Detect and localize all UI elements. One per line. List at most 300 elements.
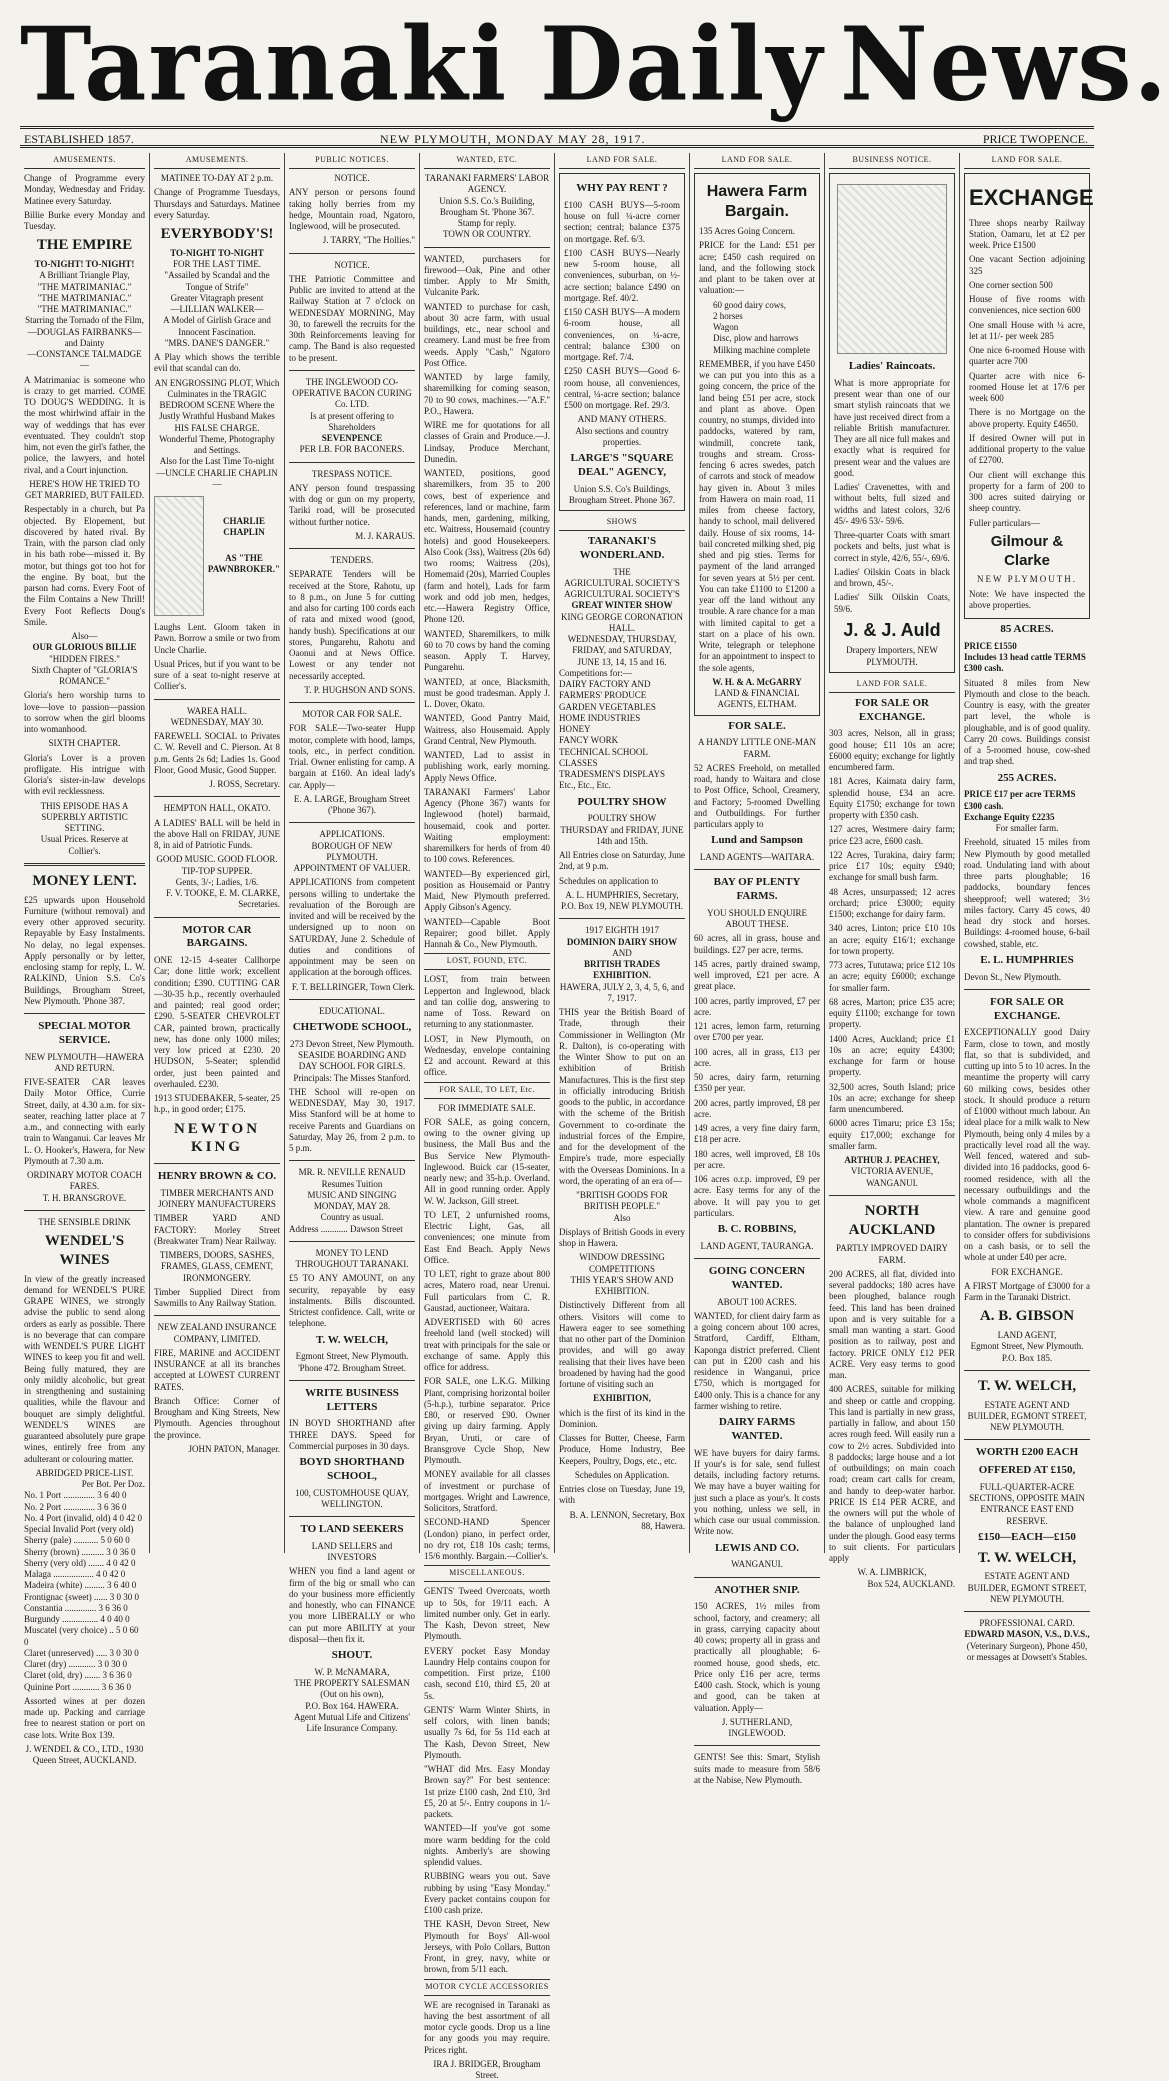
classified-ad: WANTED, purchasers for firewood—Oak, Pine and other timber. Apply to Mr Smith, Vulcanite Park. xyxy=(424,253,550,298)
text: ANY person or persons found taking holly berries from my hedge, Mountain road, Ngatoro, Inglewood, will be prosecuted. xyxy=(289,187,415,231)
classified-ad: THE KASH, Devon Street, New Plymouth for Boys' All-wool Jerseys, with Polo Collars, Button Front, in grey, navy, white or brown, from 5/11 each. xyxy=(424,1919,550,1975)
heading: E. L. HUMPHRIES xyxy=(980,953,1074,966)
list-item: Claret (dry) ............ 3 0 30 0 xyxy=(24,1659,127,1669)
text: Wonderful Theme, Photography and Settings. xyxy=(159,433,275,455)
text: KING GEORGE CORONATION HALL. xyxy=(561,611,683,633)
list-item: Constantia .............. 3 6 36 0 xyxy=(24,1602,128,1613)
text: Our client will exchange this property for a farm of 200 to 300 acres suited dairying or sheep country. xyxy=(969,469,1085,514)
column-header: AMUSEMENTS. xyxy=(154,153,280,169)
text: AGRICULTURAL SOCIETY'S AGRICULTURAL SOCIETY'S xyxy=(564,577,680,599)
heading: GOING CONCERN WANTED. xyxy=(708,1265,806,1291)
text: Ladies' Cravenettes, with and without belts, full sized and widths and latest colors, 32/6 45/- 49/6 53/- 59/6. xyxy=(834,482,950,526)
established: ESTABLISHED 1857. xyxy=(24,132,134,146)
heading: NEWTON KING xyxy=(173,1120,261,1156)
heading: LARGE'S "SQUARE DEAL" AGENCY, xyxy=(570,452,674,478)
list-item: Special Invalid Port (very old) xyxy=(24,1524,134,1534)
listing: 181 Acres, Kaimata dairy farm, splendid house, £34 an acre. Equity £1750; exchange for town property with £350 cash. xyxy=(829,776,955,820)
text: Gloria's Lover is a proven profligate. His intrigue with Gloria's sister-in-law develops with evil recklessness. xyxy=(24,752,145,797)
list-item: TRADESMEN'S DISPLAYS xyxy=(559,769,666,779)
text: 135 Acres Going Concern. xyxy=(699,226,795,236)
classified-ad: WANTED—Capable Boot Repairer; good billet. Apply Hannah & Co., New Plymouth. xyxy=(424,916,550,949)
text: Exchange Equity £2235 xyxy=(964,811,1055,822)
text: MOTOR CAR FOR SALE. xyxy=(302,709,402,719)
heading: MOTOR CAR BARGAINS. xyxy=(182,923,252,950)
text: A Play which shows the terrible evil that scandal can do. xyxy=(154,352,280,374)
column-header: AMUSEMENTS. xyxy=(24,153,145,169)
text: A. L. HUMPHRIES, Secretary, xyxy=(565,889,679,900)
text: FOR IMMEDIATE SALE. xyxy=(438,1102,536,1113)
classified-ad: FOR SALE, as going concern, owing to the owner giving up business, the Mall Bus and the Bus Service New Plymouth-Inglewood. Buick car (15-seater, nearly new; and 35-h.p. Overland. All in good running order. Apply W. W. Jackson, Gill street. xyxy=(424,1116,550,1206)
listing: 200 acres, partly improved, £8 per acre. xyxy=(694,1097,820,1119)
text: £25 upwards upon Household Furniture (without removal) and every other approved security. Repayable by Easy Instalments. No delay, no legal expenses. Apply personally or by letter, enclosing stamp for reply, L. W. RALKIND, Union S.S. Co's Buildings, Brougham Street, New Plymouth. 'Phone 387. xyxy=(24,894,145,1006)
text: W. A. LIMBRICK, xyxy=(857,1567,927,1578)
text: E. A. LARGE, Brougham Street ('Phone 367). xyxy=(293,793,411,815)
listing: 127 acres, Westmere dairy farm; price £23 acre, £600 cash. xyxy=(829,824,955,846)
heading: 255 ACRES. xyxy=(997,771,1057,784)
classified-ad: TARANAKI Farmers' Labor Agency (Phone 367) wants for Inglewood (hotel) barmaid, housemaid, cook and porter. Waiting employment: sharemilkers for herds of from 40 to 100 cows. References. xyxy=(424,786,550,865)
text: Includes 13 head cattle TERMS £300 cash. xyxy=(964,652,1086,674)
classified-ad: "WHAT did Mrs. Easy Monday Brown say?" For best sentence: 1st prize £100 cash, 2nd £10, 3rd £5, 20 at 5/-. Entry coupons in 1/- packets. xyxy=(424,1764,550,1819)
listing: 6000 acres Timaru; price £3 15s; equity £17,000; exchange for smaller farm. xyxy=(829,1118,955,1151)
text: —UNCLE CHARLIE CHAPLIN— xyxy=(156,467,278,489)
text: "MRS. DANE'S DANGER." xyxy=(164,337,270,348)
text: WHEN you find a land agent or firm of the big or small who can do your business more efficiently and honestly, who can FINANCE you more LIBERALLY or who can put more ABILITY at your disposal—then fix it. xyxy=(289,1566,415,1644)
section-header: LAND FOR SALE. xyxy=(829,677,955,693)
listing: 32,500 acres, South Island; price 10s an acre; exchange for sheep farm unencumbered. xyxy=(829,1081,955,1114)
column-business xyxy=(825,153,960,1589)
text: IRA J. BRIDGER, Brougham Street. xyxy=(433,2058,541,2080)
column-header: LAND FOR SALE. xyxy=(964,153,1090,169)
classified-ad: WANTED, Good Pantry Maid, Waitress, also Housemaid. Apply Grand Central, New Plymouth. xyxy=(424,713,550,746)
text: WANTED, for client dairy farm as a going concern about 100 acres, Stratford, Cardiff, Eltham, Kaponga district preferred. Client can put in £200 cash and his residence in Wanganui, price £750, which is mortgaged for £400 only. This is a chance for any farmer wishing to retire. xyxy=(694,1310,820,1411)
list-item: Sherry (pale) ........... 5 0 60 0 xyxy=(24,1535,130,1546)
dateline xyxy=(20,126,1094,148)
place-date: NEW PLYMOUTH, MONDAY MAY 28, 1917. xyxy=(380,132,646,146)
text: ANY person found trespassing with dog or gun on my property, Tariki road, will be prosecuted without further notice. xyxy=(289,482,415,527)
text: REMEMBER, if you have £450 we can put you into this as a going concern, the price of the land being £51 per acre, stock and plant as above. Open country, no stumps, divided into paddocks, watered by ram, windmill, concrete tank, troughs and stream. Cross-fencing 6 acres swedes, patch of carrots and stock of meadow hay given in. About 3 miles from Hawera on main road, 11 miles from cheese factory, handy to school, mail delivered daily. House of six rooms, 14-bail concreted milking shed, pig shed and pig sties. Terms for payment of the land arranged for seven years at 5½ per cent. You can take £1100 to £1200 a year off the land without any trouble. A rare chance for a man with limited capital to get a start on a place of his own. Write, telegraph or telephone for an appointment to inspect to the sole agents, xyxy=(699,358,815,673)
text: TIMBER YARD AND FACTORY: Morley Street (Breakwater Tram) Near Railway. xyxy=(154,1213,280,1246)
text: 200 ACRES, all flat, divided into several paddocks; 180 acres have been ploughed, balance rough feed. This land has been drained upon and is very suitable for a small man wanting a start. Good position as to railway, post and factory. PRICE ONLY £12 PER ACRE. Very easy terms to good man. xyxy=(829,1268,955,1380)
text: TIMBER MERCHANTS AND JOINERY MANUFACTURERS xyxy=(158,1187,276,1209)
text: PARTLY IMPROVED DAIRY FARM. xyxy=(836,1243,948,1265)
text: FIRE, MARINE and ACCIDENT INSURANCE at all its branches accepted at LOWEST CURRENT RATES. xyxy=(154,1347,280,1392)
text: Is at present offering to Shareholders xyxy=(310,410,394,432)
price: PRICE TWOPENCE. xyxy=(982,132,1088,146)
text: B. A. LENNON, Secretary, Box 88, Hawera. xyxy=(569,1509,685,1531)
listing: Three shops nearby Railway Station, Oamaru, let at £2 per week. Price £1500 xyxy=(969,217,1085,250)
text: FAREWELL SOCIAL to Privates C. W. Revell and C. Pierson. At 8 p.m. Gents 2s 6d; Ladies 1s. Good Floor, Good Music, Good Supper. xyxy=(154,731,280,775)
text: FOR EXCHANGE. xyxy=(991,1266,1063,1277)
text: J. WENDEL & CO., LTD., 1930 Queen Street, AUCKLAND. xyxy=(25,1743,144,1765)
text: SEVENPENCE xyxy=(321,433,383,443)
listing: 100 acres, all in grass, £13 per acre. xyxy=(694,1046,820,1068)
heading: SPECIAL MOTOR SERVICE. xyxy=(38,1020,131,1046)
text: MUSIC AND SINGING xyxy=(307,1189,397,1200)
text: J. ROSS, Secretary. xyxy=(209,779,280,789)
listing: One small House with ¼ acre, let at 11/- per week 285 xyxy=(969,319,1085,341)
text: POULTRY SHOW xyxy=(587,813,657,824)
text: T. H. BRANSGROVE. xyxy=(42,1192,127,1203)
text: Principals: The Misses Stanford. xyxy=(293,1072,411,1083)
text: Change of Programme every Monday, Wednesday and Friday. Matinee every Saturday. xyxy=(24,173,145,206)
text: TARANAKI FARMERS' LABOR AGENCY. xyxy=(424,173,550,195)
text: ONE 12-15 4-seater Callhorpe Car; done little work; excellent condition; £390. CUTTING CAR—30-35 h.p., recently overhauled and painted; real good order; £290. 5-SEATER CHEVROLET CAR, painted brown, practically new, has done only 1000 miles; very low priced at £230. 20 HUDSON, 5-Seater; splendid order, just been painted and overhauled. £230. xyxy=(154,955,280,1089)
column-wanted xyxy=(420,153,555,2080)
text: IN BOYD SHORTHAND after THREE DAYS. Speed for Commercial purposes in 30 days. xyxy=(289,1418,415,1451)
heading: A. B. GIBSON xyxy=(979,1308,1075,1325)
heading: NORTH AUCKLAND xyxy=(848,1202,936,1238)
heading: 85 ACRES. xyxy=(1000,623,1054,635)
list-item: No. 4 Port (invalid, old) 4 0 42 0 xyxy=(24,1512,142,1523)
text: W. H. & A. McGARRY xyxy=(712,676,802,687)
heading: TARANAKI'S WONDERLAND. xyxy=(579,535,665,561)
list-item: No. 2 Port .............. 3 6 36 0 xyxy=(24,1501,127,1512)
column-public-notices xyxy=(285,153,420,1733)
text: THE INGLEWOOD CO-OPERATIVE BACON CURING Co. LTD. xyxy=(292,376,412,410)
section-header: SHOWS xyxy=(559,515,685,531)
text: J. TARRY, "The Hollies." xyxy=(322,235,415,246)
listing: £150 CASH BUYS—A modern 6-room house, all conveniences, on ¼-acre, central; balance £300 on mortgage. Ref. 7/4. xyxy=(564,307,680,362)
text: "HIDDEN FIRES." xyxy=(49,653,120,664)
classified-ad: LOST, in New Plymouth, on Wednesday, envelope containing £2 and account. Reward at this office. xyxy=(424,1033,550,1078)
listing: 60 acres, all in grass, house and buildings. £27 per acre, terms. xyxy=(694,933,820,955)
list-item: 60 good dairy cows, xyxy=(713,299,786,310)
listing: One nice 6-roomed House with quarter acre 700 xyxy=(969,345,1085,367)
text: TO-NIGHT TO-NIGHT xyxy=(170,247,264,258)
text: which is the first of its kind in the Dominion. xyxy=(559,1407,685,1429)
list-item: 2 horses xyxy=(713,310,743,321)
text: Usual Prices, but if you want to be sure of a seat to-night reserve at Collier's. xyxy=(154,658,280,692)
text: PRICE for the Land: £51 per acre; £450 cash required on land, and the following stock and plant to be taken over at valuation:— xyxy=(699,240,815,296)
text: Egmont Street, New Plymouth. P.O. Box 185. xyxy=(970,1341,1084,1363)
classified-ad: TO LET, right to graze about 800 acres, Matero road, near Urenui. Full particulars from C. R. Gaustad, auctioneer, Waitara. xyxy=(424,1269,550,1313)
listing: 1400 Acres, Auckland; price £1 10s an acre; equity £4300; exchange for farm or house property. xyxy=(829,1033,955,1078)
text: THE xyxy=(613,566,631,577)
heading: T. W. WELCH, xyxy=(977,1549,1077,1566)
text: 1917 EIGHTH 1917 xyxy=(585,925,659,936)
text: ORDINARY MOTOR COACH FARES. xyxy=(26,1170,142,1192)
text: THE PROPERTY SALESMAN (Out on his own), xyxy=(294,1678,410,1700)
text: Agent Mutual Life and Citizens' Life Insurance Company. xyxy=(293,1711,411,1733)
list-item: TECHNICAL SCHOOL CLASSES xyxy=(559,746,648,768)
text: Union S.S. Co.'s Building, Brougham St. 'Phone 367. xyxy=(439,195,535,217)
text: CHARLIE CHAPLIN xyxy=(222,516,265,538)
text: Displays of British Goods in every shop in Hawera. xyxy=(559,1226,685,1248)
text: EXHIBITION, xyxy=(593,1393,651,1404)
text: 1913 STUDEBAKER, 5-seater, 25 h.p., in good order; £175. xyxy=(154,1093,280,1115)
text: 150 ACRES, 1½ miles from school, factory, and creamery; all in grass, carrying capacity about 40 cows; property all in grass and practically all ploughable; 6-roomed house, good sheds, etc. Price only £16 per acre, terms £400 cash. Stock, which is young and good, can be taken at valuation. Apply— xyxy=(694,1601,820,1713)
section-header: LOST, FOUND, ETC. xyxy=(424,953,550,970)
list-item: Claret (unreserved) ..... 3 0 30 0 xyxy=(24,1647,139,1658)
text: TRESPASS NOTICE. xyxy=(311,468,393,479)
text: Distinctively Different from all others. Visitors will come to Hawera eager to see something that no other part of the Dominion provides, and will go away realising that their lives have been broadened by having had the good fortune of visiting such an xyxy=(559,1300,685,1389)
heading: TO LAND SEEKERS xyxy=(300,1523,404,1535)
raincoat-ad xyxy=(829,173,955,673)
text: WEDNESDAY, THURSDAY, FRIDAY, and SATURDAY, xyxy=(567,634,677,656)
text: 400 ACRES, suitable for milking and sheep or cattle and cropping. This land is partially in new grass, partially in fallow, and about 150 acres rough feed. Will easily run a cow to 2½ acres. Subdivided into 8 paddocks; large house and a lot of outbuildings; on main coach road; cream cart calls for cream, and handy to deep-water harbor. PRICE IS £14 PER ACRE, and the owners will put the whole of the balance of unploughed land under the plough. Good easy terms to suit clients. For particulars apply xyxy=(829,1384,955,1563)
text: Assorted wines at per dozen made up. Packing and carriage free to nearest station or port on case lots. Write Box 139. xyxy=(24,1695,145,1740)
text: FULL-QUARTER-ACRE SECTIONS, OPPOSITE MAIN ENTRANCE EAST END RESERVE. xyxy=(969,1481,1085,1526)
heading: WRITE BUSINESS LETTERS xyxy=(305,1386,399,1413)
text: In view of the greatly increased demand for WENDEL'S PURE GRAPE WINES, we strongly advise the public to send along orders as early as possible. There is no beverage that can compare with WENDEL'S PURE LIGHT WINES to keep you fit and well. Being fully matured, they are only mildly alcoholic, but great in strengthening and sustaining qualities, while the flavour and bouquet are simply delightful. WENDEL'S WINES are guaranteed absolutely pure grape wines, entirely free from any adulterant or colouring matter. xyxy=(24,1273,145,1464)
listing: 50 acres, dairy farm, returning £350 per year. xyxy=(694,1072,820,1094)
list-item: Etc., Etc., Etc. xyxy=(559,780,611,791)
heading: Gilmour & Clarke xyxy=(990,532,1064,569)
list-item: Madeira (white) ......... 3 6 40 0 xyxy=(24,1580,137,1591)
heading: EXCHANGE xyxy=(969,185,1094,210)
text: Ladies' Silk Oilskin Coats, 59/6. xyxy=(834,592,950,614)
text: SEPARATE Tenders will be received at the Store, Rahotu, up to 8 p.m., on June 5 for cutting and also for carting 100 cords each of rata and mixed wood (good, handy bush). Specifications at our stores, Pungarehu, Rahotu and Oaonui and at News Office. Lowest or any tender not necessarily accepted. xyxy=(289,569,415,681)
text: LAND & FINANCIAL AGENTS, ELTHAM. xyxy=(714,688,800,710)
text: LAND AGENTS—WAITARA. xyxy=(699,852,815,862)
heading: OFFERED AT £150, xyxy=(978,1464,1076,1476)
text: THIS year the British Board of Trade, through their Commissioner in Wellington (Mr R. Dalton), is co-operating with the Winter Show to put on an exhibition of British Manufactures. This is the first step in officially introducing British goods to the public, in accordance with the scheme of the British Government to co-ordinate the industrial forces of the Empire, and for the development of the Empire's trade, more especially with the Overseas Dominions. In a word, the operating of an era of— xyxy=(559,1007,685,1186)
text: Laughs Lent. Gloom taken in Pawn. Borrow a smile or two from Uncle Charlie. xyxy=(154,622,280,655)
classified-ad: LOST, from train between Lepperton and Inglewood, black and tan collie dog, answering to name of Toss. Reward on returning to any stationmaster. xyxy=(424,974,550,1030)
column-land-1 xyxy=(555,153,690,1553)
text: Situated 8 miles from New Plymouth and close to the beach. Country is easy, with the greater part level, the whole is ploughable, and is of good quality. Carry 20 cows. Buildings consist of a 5-roomed house, cow-shed and trap shed. xyxy=(964,677,1090,767)
text: NEW ZEALAND INSURANCE COMPANY, LIMITED. xyxy=(157,1322,277,1344)
chaplin-block xyxy=(154,496,280,616)
text: ARTHUR J. PEACHEY, xyxy=(844,1155,940,1165)
heading: BOYD SHORTHAND SCHOOL, xyxy=(299,1456,405,1482)
text: Three-quarter Coats with smart pockets and belts, just what is correct in style, 42/6, 55/-, 69/6. xyxy=(834,530,950,563)
text: TO-NIGHT! TO-NIGHT! xyxy=(34,259,135,269)
text: JUNE 13, 14, 15 and 16. xyxy=(577,656,667,667)
text: PROFESSIONAL CARD. xyxy=(979,1618,1075,1628)
text: AND MANY OTHERS. xyxy=(577,414,667,425)
text: Change of Programme Tuesdays, Thursdays and Saturdays. Matinee every Saturday. xyxy=(154,187,280,220)
text: PRICE £1550 xyxy=(964,640,1017,651)
section-header: MISCELLANEOUS. xyxy=(424,1565,550,1582)
masthead-title-word-1: Taranaki xyxy=(20,5,509,124)
text: Egmont Street, New Plymouth. 'Phone 472. Brougham Street. xyxy=(295,1351,409,1373)
text: For smaller farm. xyxy=(995,823,1059,833)
text: GREAT WINTER SHOW xyxy=(571,600,673,611)
column-header: LAND FOR SALE. xyxy=(559,153,685,169)
classified-ad: WANTED to purchase for cash, about 30 acre farm, with usual buildings, etc., near school and creamery. Land must be free from weeds. Apply "Cash," Ngatoro Post Office. xyxy=(424,301,550,368)
column-header: BUSINESS NOTICE. xyxy=(829,153,955,169)
text: NEW PLYMOUTH. xyxy=(977,574,1077,585)
listing: 48 Acres, unsurpassed; 12 acres orchard; price £3000; equity £1500; exchange for dairy farm. xyxy=(829,886,955,919)
text: NEW PLYMOUTH—HAWERA AND RETURN. xyxy=(24,1051,145,1073)
text: PRICE £17 per acre TERMS £300 cash. xyxy=(964,789,1076,811)
text: Also— xyxy=(71,631,98,641)
listing: 121 acres, lemon farm, returning over £700 per year. xyxy=(694,1021,820,1043)
column-header: PUBLIC NOTICES. xyxy=(289,153,415,169)
competition-list xyxy=(559,679,685,792)
text: JOHN PATON, Manager. xyxy=(188,1443,280,1454)
classified-ad: SECOND-HAND Spencer (London) piano, in perfect order, no dry rot, £18 10s cash; terms, 15/6 monthly. Bargain.—Collier's. xyxy=(424,1517,550,1561)
heading: B. C. ROBBINS, xyxy=(717,1223,797,1235)
heading: FOR SALE. xyxy=(728,719,786,732)
text: A HANDY LITTLE ONE-MAN FARM. xyxy=(698,737,816,759)
listing: One corner section 500 xyxy=(969,279,1053,290)
text: WE are recognised in Taranaki as having the best assortment of all motor cycle goods. Drop us a line for any goods you may require. Prices right. xyxy=(424,1999,550,2055)
text: Stamp for reply. xyxy=(457,218,517,228)
text: SEASIDE BOARDING AND DAY SCHOOL FOR GIRLS. xyxy=(297,1050,406,1072)
section-header: FOR SALE, TO LET, Etc. xyxy=(424,1082,550,1099)
text: Country as usual. xyxy=(320,1212,384,1223)
listing: 122 Acres, Turakina, dairy farm; price £17 10s; equity £940; exchange for small bush farm. xyxy=(829,849,955,883)
text: What is more appropriate for present wear than one of our smart stylish raincoats that we have just received direct from a reliable British manufacturer. They are all nice full makes and exactly what is required for present wear and the values are good. xyxy=(834,377,950,478)
heading: ANOTHER SNIP. xyxy=(714,1583,800,1596)
list-item: FANCY WORK xyxy=(559,735,619,746)
text: "THE MATRIMANIAC." xyxy=(37,281,132,292)
text: APPLICATIONS. xyxy=(319,829,385,840)
classified-ad: WIRE me for quotations for all classes of Grain and Produce.—J. Lindsay, Produce Merchant, Dunedin. xyxy=(424,420,550,464)
text: DOMINION DAIRY SHOW xyxy=(566,936,678,947)
text: A Matrimaniac is someone who is crazy to get married. COME TO DOUG'S WEDDING. It is the most whirlwind affair in the way of weddings that has ever eventuated. They couldn't stop him, not even the girl's father, the police, the lawyers, and hotel rival, and a Court injunction. xyxy=(24,374,145,475)
text: F. T. BELLRINGER, Town Clerk. xyxy=(291,981,415,992)
listing: £100 CASH BUYS—Nearly new 5-room house, all conveniences, suburban, on ½-acre section; balance £490 on mortgage. Ref. 40/2. xyxy=(564,247,680,303)
listing: 68 acres, Marton; price £35 acre; equity £1100; exchange for town property. xyxy=(829,996,955,1030)
classified-ad: WANTED, Sharemilkers, to milk 60 to 70 cows by hand the coming season. Apply T. Harvey, Pungarehu. xyxy=(424,628,550,673)
heading: Lund and Sampson xyxy=(711,834,803,847)
heading: CHETWODE SCHOOL, xyxy=(292,1021,412,1033)
list-item: Milking machine complete xyxy=(713,344,810,355)
text: P.O. Box 164. HAWERA. xyxy=(305,1700,399,1711)
listing: £250 CASH BUYS—Good 6-room house, all conveniences, central, ¼-acre section; balance £500 on mortgage. Ref. 29/3. xyxy=(564,366,680,410)
text: Classes for Butter, Cheese, Farm Produce, Home Industry, Bee Keepers, Poultry, Dogs, etc., etc. xyxy=(559,1433,685,1466)
text: FOR THE LAST TIME. xyxy=(172,259,261,269)
text: Devon St., New Plymouth. xyxy=(964,971,1062,982)
column-land-3 xyxy=(960,153,1094,1662)
list-item: No. 1 Port .............. 3 6 40 0 xyxy=(24,1490,127,1501)
heading: DAIRY FARMS WANTED. xyxy=(718,1416,796,1442)
heading: SHOUT. xyxy=(331,1649,373,1661)
classified-ad: WANTED—If you've got some more warm bedding for the cold nights. Amberly's are showing splendid values. xyxy=(424,1823,550,1867)
text: "THE MATRIMANIAC." xyxy=(37,304,132,314)
list-item: Wagon xyxy=(713,322,739,332)
text: WINDOW DRESSING COMPETITIONS xyxy=(579,1252,665,1274)
text: MR. R. NEVILLE RENAUD xyxy=(298,1167,406,1178)
text: Per Bot. Per Doz. xyxy=(81,1479,145,1489)
text: WAREA HALL. xyxy=(187,705,247,716)
text: GOOD MUSIC. GOOD FLOOR. TIP-TOP SUPPER. xyxy=(156,854,278,876)
text: APPOINTMENT OF VALUER. xyxy=(293,863,411,873)
text: NOTICE. xyxy=(334,173,370,183)
chaplin-illustration xyxy=(154,496,204,616)
listing: £100 CASH BUYS—5-room house on full ¼-acre corner section; central; balance £375 on mortgage. Ref. 6/3. xyxy=(564,199,680,244)
column-header: WANTED, ETC. xyxy=(424,153,550,169)
text: ESTATE AGENT AND BUILDER, EGMONT STREET, NEW PLYMOUTH. xyxy=(967,1571,1087,1604)
list-item: Frontignac (sweet) ...... 3 0 30 0 xyxy=(24,1591,139,1602)
text: Greater Vitagraph present xyxy=(170,292,264,303)
text: Fuller particulars— xyxy=(969,517,1040,528)
text: P.O. Box 19, NEW PLYMOUTH. xyxy=(561,901,683,911)
price-list xyxy=(24,1490,145,1693)
why-pay-rent-ad xyxy=(559,173,685,511)
list-item: GARDEN VEGETABLES xyxy=(559,701,656,712)
heading: FOR SALE OR EXCHANGE. xyxy=(855,696,929,723)
text: Starring the Tornado of the Film, xyxy=(25,315,144,326)
text: OUR GLORIOUS BILLIE xyxy=(32,642,137,653)
heading: £150—EACH—£150 xyxy=(978,1530,1076,1543)
text: THE School will re-open on WEDNESDAY, May 30, 1917. Miss Stanford will be at home to receive Parents and Guardians on Saturday, May 26, from 2 p.m. to 5 p.m. xyxy=(289,1086,415,1153)
text: HAWERA, JULY 2, 3, 4, 5, 6, and 7, 1917. xyxy=(559,981,685,1003)
text: ABOUT 100 ACRES. xyxy=(717,1296,797,1307)
text: TENDERS. xyxy=(330,555,374,565)
text: THIS YEAR'S SHOW AND EXHIBITION. xyxy=(570,1274,674,1296)
heading: WORTH £200 EACH xyxy=(975,1446,1079,1459)
list-item: Sherry (very old) ....... 4 0 42 0 xyxy=(24,1557,136,1568)
text: Timber Supplied Direct from Sawmills to Any Railway Station. xyxy=(154,1286,280,1308)
text: HIS FALSE CHARGE. xyxy=(174,422,260,433)
text: WANGANUI. xyxy=(731,1559,783,1570)
text: Schedules on application to xyxy=(559,875,659,886)
exchange-ad xyxy=(964,173,1094,619)
listing: 180 acres, well improved, £8 10s per acre. xyxy=(694,1148,820,1170)
text: TIMBERS, DOORS, SASHES, FRAMES, GLASS, CEMENT, IRONMONGERY. xyxy=(159,1250,275,1283)
text: AS "THE PAWNBROKER." xyxy=(207,552,281,574)
text: YOU SHOULD ENQUIRE ABOUT THESE. xyxy=(707,907,807,929)
heading: MONEY LENT. xyxy=(32,872,137,889)
list-item: Disc, plow and harrows xyxy=(713,333,799,344)
text: WE have buyers for dairy farms. If your's is for sale, send fullest details, including factory returns. We may have a buyer waiting for just such a place as your's. It costs you nothing, unless we sell, in which case our usual commission. Write now. xyxy=(694,1447,820,1537)
heading: Ladies' Raincoats. xyxy=(848,360,936,372)
classified-ad: GENTS' Warm Winter Shirts, in self colors, with linen bands; usually 7s 6d, for 5s 11d each at The Kash, Devon Street, New Plymouth. xyxy=(424,1704,550,1760)
heading: WHY PAY RENT ? xyxy=(576,182,668,194)
text: THE Patriotic Committee and Public are invited to attend at the Railway Station at 7 o'clock on WEDNESDAY MORNING, May 30, to farewell the recruits for the 30th Reinforcements leaving for camp. The Band is also requested to be present. xyxy=(289,273,415,363)
lady-raincoat-illustration xyxy=(837,184,947,354)
classified-ad: WANTED by large family, sharemilking for coming season, 70 to 90 cows, machines.—"A.F." P.O., Hawera. xyxy=(424,372,550,416)
text: MONDAY, MAY 28. xyxy=(313,1201,391,1211)
text: "Assailed by Scandal and the Tongue of Strife" xyxy=(164,270,270,292)
list-item: Sherry (brown) .......... 3 0 36 0 xyxy=(24,1546,136,1557)
text: 52 ACRES Freehold, on metalled road, handy to Waitara and close to Post Office, School, Creamery, and Factory; 5-roomed Dwelling and Outbuildings. For further particulars apply to xyxy=(694,762,820,829)
text: THURSDAY and FRIDAY, JUNE 14th and 15th. xyxy=(560,824,684,846)
text: MONEY TO LEND THROUGHOUT TARANAKI. xyxy=(295,1247,409,1269)
column-land-2 xyxy=(690,153,825,1785)
columns xyxy=(20,153,1094,2080)
text: All Entries close on Saturday, June 2nd, at 9 p.m. xyxy=(559,850,685,872)
text: W. P. McNAMARA, xyxy=(314,1666,390,1677)
text: £5 TO ANY AMOUNT, on any security, repayable by easy instalments. Bills discounted. Strictest confidence. Call, write or telephone. xyxy=(289,1273,415,1329)
text: Also for the Last Time To-night xyxy=(159,456,275,467)
masthead xyxy=(20,5,1169,124)
text: Usual Prices. Reserve at Collier's. xyxy=(40,834,129,856)
heading: POULTRY SHOW xyxy=(577,795,667,808)
text: "THE MATRIMANIAC." xyxy=(37,292,132,303)
classified-ad: MONEY available for all classes of investment or purchase of mortgages. Wright and Lawrence, Solicitors, Stratford. xyxy=(424,1469,550,1513)
text: Note: We have inspected the above properties. xyxy=(969,588,1085,610)
text: M. J. KARAUS. xyxy=(355,530,415,541)
text: —CONSTANCE TALMADGE— xyxy=(27,349,142,371)
text: NOTICE. xyxy=(334,259,370,270)
stock-list xyxy=(699,300,815,356)
text: Gents, 3/-; Ladies, 1/6. xyxy=(175,876,259,887)
text: —DOUGLAS FAIRBANKS— xyxy=(27,326,142,337)
classified-ad: RUBBING wears you out. Save rubbing by using "Easy Monday." Every packet contains coupon for £100 cash prize. xyxy=(424,1871,550,1915)
masthead-title-word-3: News. xyxy=(840,5,1169,124)
text: TOWN OR COUNTRY. xyxy=(443,229,531,240)
text: F. V. TOOKE, E. M. CLARKE, Secretaries. xyxy=(166,888,280,910)
text: THIS EPISODE HAS A SUPERBLY ARTISTIC SETTING. xyxy=(40,800,129,833)
text: T. P. HUGHSON AND SONS. xyxy=(304,684,415,695)
text: AND xyxy=(612,947,632,958)
text: HEMPTON HALL, OKATO. xyxy=(163,803,271,814)
heading: WENDEL'S WINES xyxy=(44,1233,125,1268)
chaplin-caption xyxy=(208,496,280,616)
heading: Hawera Farm Bargain. xyxy=(706,183,808,220)
text: EDWARD MASON, V.S., D.V.S., xyxy=(964,1629,1090,1640)
list-item: Quinine Port ............ 3 6 36 0 xyxy=(24,1681,131,1692)
listing: 303 acres, Nelson, all in grass; good house; £11 10s an acre; £6000 equity; exchange for lightly encumbered farm. xyxy=(829,728,955,772)
list-item: Burgundy ................ 4 0 40 0 xyxy=(24,1614,130,1624)
text: Branch Office: Corner of Brougham and King Streets, New Plymouth. Agencies throughout the province. xyxy=(154,1395,280,1440)
classified-ad: WANTED, Lad to assist in publishing work, early morning. Apply News Office. xyxy=(424,750,550,783)
